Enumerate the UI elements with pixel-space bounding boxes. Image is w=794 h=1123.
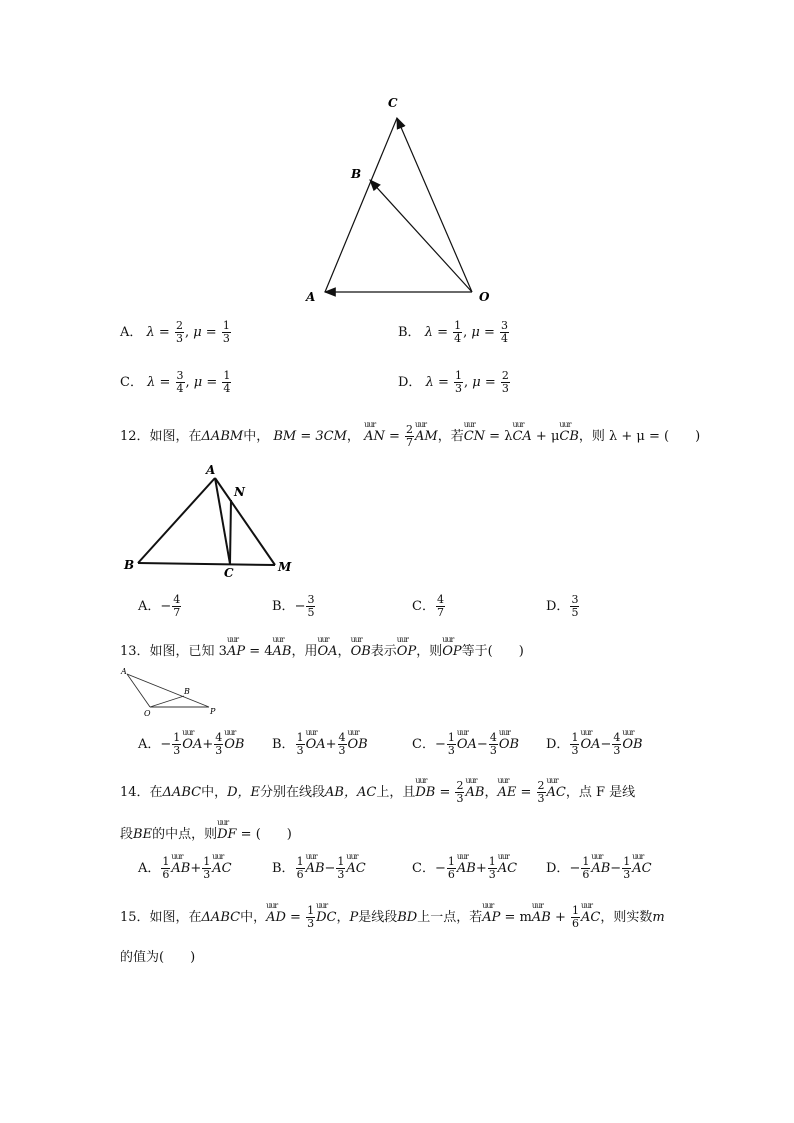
q12-option-a[interactable]: A．− $\frac{4}{7}$ xyxy=(138,593,181,619)
label-m: M xyxy=(278,560,292,574)
label-b: B xyxy=(124,558,135,572)
label-b: B xyxy=(184,687,190,696)
q14-option-a[interactable]: A． $\frac{1}{6}$ uur AB+ $\frac{1}{3}$ uur AC xyxy=(138,856,232,881)
segment-ac xyxy=(215,478,230,564)
q13-stem: 13．如图，已知 3uur AP = 4uur AB，用uur OA，uur OB表示uur OP，则uur OP等于( ) xyxy=(120,640,524,659)
segment-ab xyxy=(138,478,215,563)
label-a: A xyxy=(306,290,316,304)
segment-ac xyxy=(325,118,397,292)
label-c: C xyxy=(388,96,398,110)
label-a: A xyxy=(206,463,216,477)
segment-oc xyxy=(397,118,472,292)
q11-option-b[interactable]: B． λ = $\frac{1}{4}$ , μ = $\frac{3}{4}$ xyxy=(398,319,509,345)
q11-option-c[interactable]: C． λ = $\frac{3}{4}$ , μ = $\frac{1}{4}$ xyxy=(120,369,231,395)
segment-cn xyxy=(230,500,231,564)
figure-triangle-abm xyxy=(118,460,308,580)
q14-stem-line1: 14．在ΔABC中，D，E分别在线段AB，AC上，且uur DB = $\frac{2}{3}$ uur AB，uur AE = $\frac{2}{3}$ uur AC，点 F 是线 xyxy=(120,780,635,805)
q15-stem-line2: 的值为( ) xyxy=(120,950,196,965)
q14-option-d[interactable]: D．− $\frac{1}{6}$ uur AB− $\frac{1}{3}$ uur AC xyxy=(546,856,652,881)
label-o: O xyxy=(479,290,490,304)
label-a: A xyxy=(121,667,127,676)
q13-option-d[interactable]: D． $\frac{1}{3}$ uur OA− $\frac{4}{3}$ uur OB xyxy=(546,732,643,757)
segment-am xyxy=(215,478,275,565)
q14-stem-line2: 段BE的中点，则uur DF = ( ) xyxy=(120,823,292,842)
label-p: P xyxy=(210,707,216,716)
label-n: N xyxy=(234,485,245,499)
figure-triangle-oabc xyxy=(300,88,500,310)
q14-option-c[interactable]: C．− $\frac{1}{6}$ uur AB+ $\frac{1}{3}$ uur AC xyxy=(412,856,517,881)
q15-stem-line1: 15．如图，在ΔABC中，uur AD = $\frac{1}{3}$ uur DC，P是线段BD上一点，若uur AP = muur AB + $\frac{1}{6}$ uur AC，则实数m xyxy=(120,905,665,930)
q13-option-b[interactable]: B． $\frac{1}{3}$ uur OA+ $\frac{4}{3}$ uur OB xyxy=(272,732,368,757)
segment-ob xyxy=(150,696,184,707)
segment-ob xyxy=(370,180,472,292)
figure-oap xyxy=(118,664,222,720)
label-o: O xyxy=(144,709,151,718)
q12-stem: 12．如图，在ΔABM中， BM = 3CM， uur AN = $\frac{2}{7}$ uur AM，若uur CN = λuur CA + μuur CB，则 λ + μ = ( ) xyxy=(120,424,700,449)
q12-option-c[interactable]: C． $\frac{4}{7}$ xyxy=(412,593,444,619)
q12-option-d[interactable]: D． $\frac{3}{5}$ xyxy=(546,593,579,619)
q13-option-a[interactable]: A．− $\frac{1}{3}$ uur OA+ $\frac{4}{3}$ uur OB xyxy=(138,732,244,757)
q11-option-d[interactable]: D． λ = $\frac{1}{3}$ , μ = $\frac{2}{3}$ xyxy=(398,369,509,395)
q12-option-b[interactable]: B．− $\frac{3}{5}$ xyxy=(272,593,315,619)
segment-ap xyxy=(127,674,209,707)
label-b: B xyxy=(351,167,362,181)
q13-option-c[interactable]: C．− $\frac{1}{3}$ uur OA− $\frac{4}{3}$ uur OB xyxy=(412,732,519,757)
label-c: C xyxy=(224,566,234,580)
q14-option-b[interactable]: B． $\frac{1}{6}$ uur AB− $\frac{1}{3}$ uur AC xyxy=(272,856,366,881)
segment-bm xyxy=(138,563,275,565)
q11-option-a[interactable]: A． λ = $\frac{2}{3}$ , μ = $\frac{1}{3}$ xyxy=(120,319,230,345)
